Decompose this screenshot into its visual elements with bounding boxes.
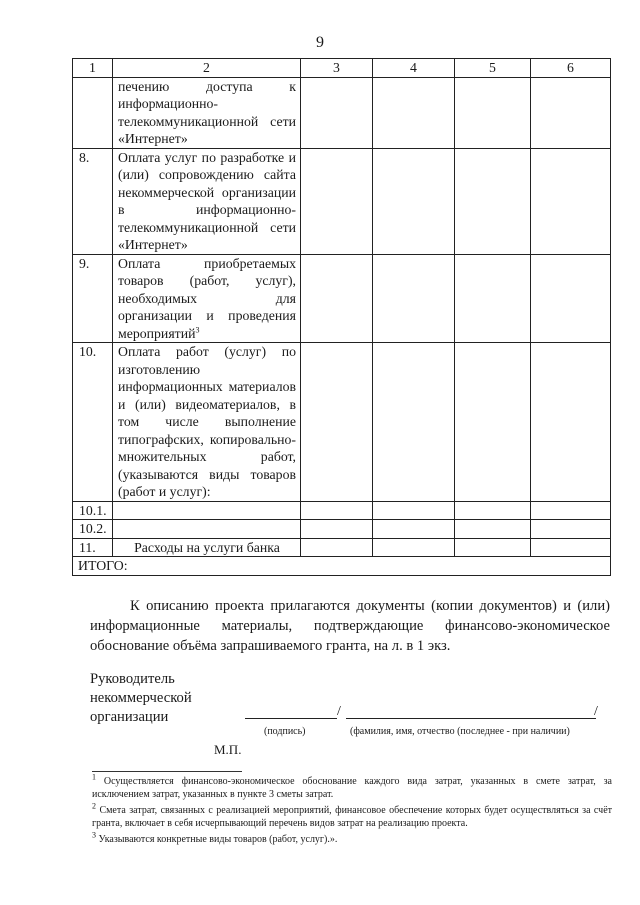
row-description-text: Оплата приобретаемых товаров (работ, услуг), необходимых для организации и проведения мероприятий bbox=[118, 255, 296, 341]
footnote-mark: 3 bbox=[195, 324, 200, 334]
header-cell: 4 bbox=[373, 59, 455, 78]
footnote bbox=[92, 772, 612, 801]
head-line: некоммерческой bbox=[90, 690, 192, 706]
budget-table bbox=[72, 58, 611, 576]
footnote-mark: 2 bbox=[92, 801, 96, 811]
row-number: 10.2. bbox=[73, 520, 113, 539]
table-row bbox=[73, 148, 611, 254]
table-row bbox=[73, 254, 611, 343]
row-description: Оплата услуг по разработке и (или) сопровождению сайта некоммерческой организации в информационно-телекоммуникационной сети «Интернет» bbox=[113, 148, 301, 254]
attachments-paragraph: К описанию проекта прилагаются документы (копии документов) и (или) информационные материалы, подтверждающие финансово-экономическое обоснование объёма запрашиваемого гранта, на л. в 1 экз. bbox=[90, 598, 610, 654]
table-header-row bbox=[73, 59, 611, 78]
name-caption: (фамилия, имя, отчество (последнее - при наличии) bbox=[350, 726, 570, 737]
head-line: Руководитель bbox=[90, 671, 175, 687]
footnote-text: Смета затрат, связанных с реализацией мероприятий, финансовое обеспечение которых будет осуществляться за счёт гранта, включает в себя исчерпывающий перечень видов затрат на реализацию проекта. bbox=[92, 805, 613, 829]
total-label: ИТОГО: bbox=[73, 557, 611, 576]
row-number: 10.1. bbox=[73, 501, 113, 520]
footnote-text: Указываются конкретные виды товаров (работ, услуг).». bbox=[98, 834, 338, 845]
footnote-mark: 3 bbox=[92, 830, 96, 840]
footnote-mark: 1 bbox=[92, 772, 96, 782]
separator-slash: / bbox=[337, 704, 341, 719]
footnote-text: Осуществляется финансово-экономическое обоснование каждого вида затрат, указанных в смете затрат, за исключением затрат, указанных в пункте 3 сметы затрат. bbox=[92, 776, 612, 800]
separator-slash: / bbox=[594, 704, 598, 719]
row-number: 11. bbox=[73, 538, 113, 557]
footnote bbox=[92, 830, 612, 846]
head-title bbox=[90, 670, 192, 727]
row-number bbox=[73, 77, 113, 148]
head-line: организации bbox=[90, 709, 169, 725]
row-description: Оплата работ (услуг) по изготовлению информационных материалов и (или) видеоматериалов, в том числе выполнение типографских, копировально-множительных работ, (указываются виды товаров (работ и услуг): bbox=[113, 343, 301, 502]
row-description: Расходы на услуги банка bbox=[113, 538, 301, 557]
page-number: 9 bbox=[316, 34, 324, 51]
table-row bbox=[73, 77, 611, 148]
row-description bbox=[113, 520, 301, 539]
row-number: 9. bbox=[73, 254, 113, 343]
header-cell: 1 bbox=[73, 59, 113, 78]
row-number: 8. bbox=[73, 148, 113, 254]
table-row bbox=[73, 520, 611, 539]
signature-caption: (подпись) bbox=[264, 726, 306, 737]
header-cell: 6 bbox=[531, 59, 611, 78]
table-row bbox=[73, 343, 611, 502]
header-cell: 2 bbox=[113, 59, 301, 78]
table-total-row bbox=[73, 557, 611, 576]
table-row bbox=[73, 538, 611, 557]
footnotes bbox=[92, 772, 613, 849]
row-number: 10. bbox=[73, 343, 113, 502]
stamp-label: М.П. bbox=[214, 742, 242, 757]
table-row bbox=[73, 501, 611, 520]
signature-line bbox=[245, 718, 337, 719]
footnote bbox=[92, 801, 613, 830]
row-description bbox=[113, 254, 301, 343]
row-description: печению доступа к информационно-телекоммуникационной сети «Интернет» bbox=[113, 77, 301, 148]
name-line bbox=[346, 718, 596, 719]
header-cell: 3 bbox=[301, 59, 373, 78]
row-description bbox=[113, 501, 301, 520]
footnote-divider bbox=[92, 771, 242, 772]
header-cell: 5 bbox=[455, 59, 531, 78]
